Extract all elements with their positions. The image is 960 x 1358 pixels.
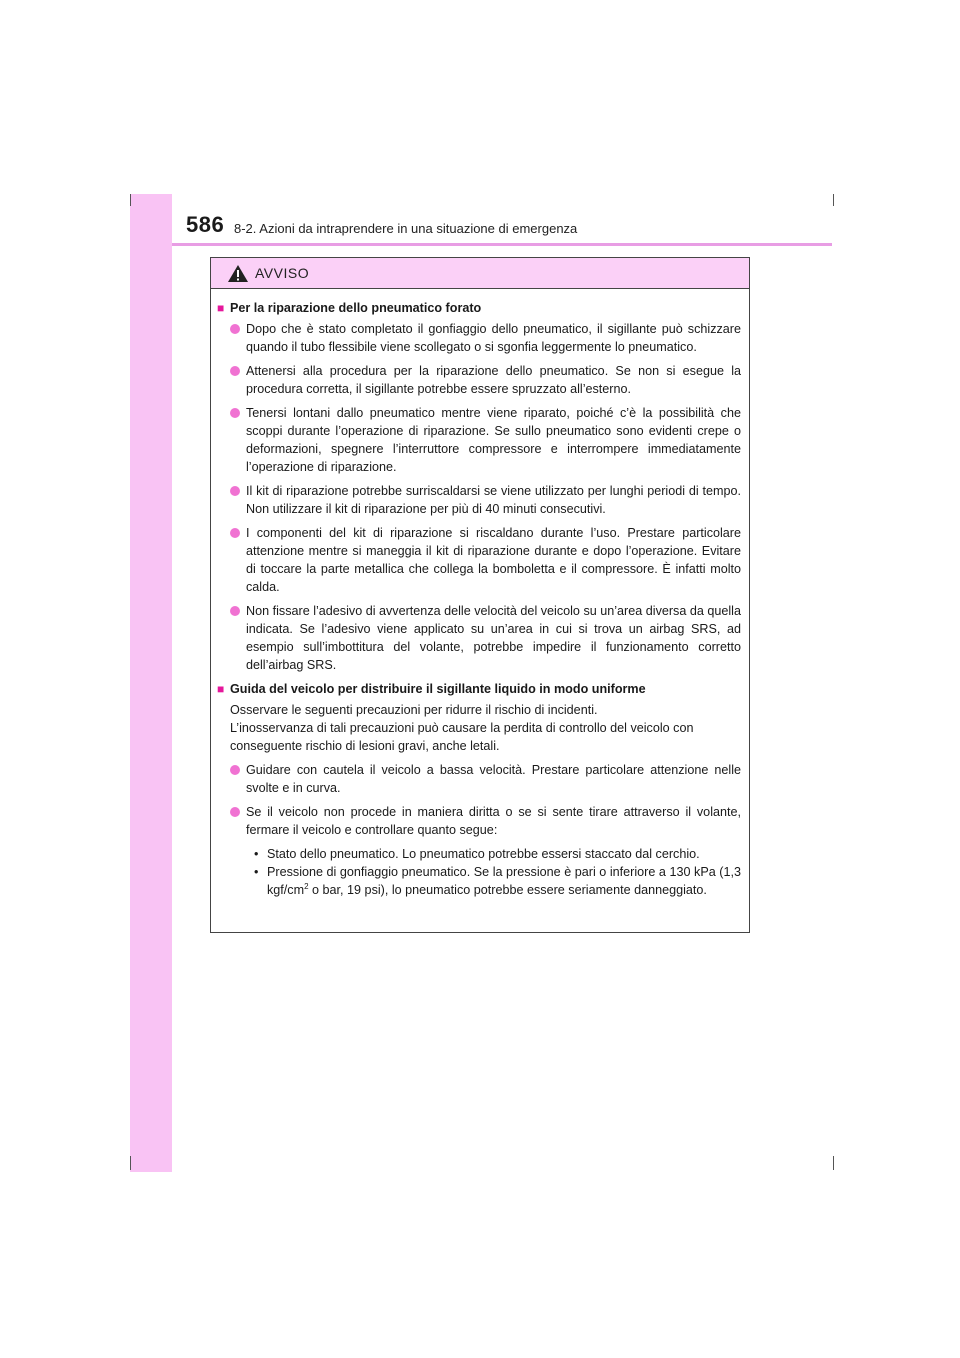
section-heading bbox=[217, 299, 741, 317]
crop-mark bbox=[833, 194, 834, 206]
list-item bbox=[230, 362, 741, 398]
list-item-text: Il kit di riparazione potrebbe surriscaldarsi se viene utilizzato per lunghi periodi di tempo. Non utilizzare il kit di riparazione per più di 40 minuti consecutivi. bbox=[246, 484, 741, 516]
sub-bullet-marker: • bbox=[254, 865, 259, 879]
list-item-text: Non fissare l’adesivo di avvertenza delle velocità del veicolo su un’area diversa da quella indicata. Se l’adesivo viene applicato su un’area in cui si trova un airbag SRS, ad esempio sull’imbottitura del volante, potrebbe impedire il funzionamento corretto dell’airbag SRS. bbox=[246, 604, 741, 672]
warning-triangle-icon bbox=[227, 264, 249, 283]
crop-mark bbox=[130, 1156, 131, 1170]
side-color-band bbox=[130, 194, 172, 1172]
sub-list-item-text: Stato dello pneumatico. Lo pneumatico potrebbe essersi staccato dal cerchio. bbox=[267, 847, 700, 861]
text-segment: Pressione di gonfiaggio pneumatico. Se la pressione è pari o inferiore a 130 kPa (1,3 kgf/cm bbox=[267, 865, 741, 897]
sub-bullet-marker: • bbox=[254, 847, 259, 861]
bullet-dot-icon bbox=[230, 765, 240, 775]
bullet-dot-icon bbox=[230, 606, 240, 616]
paragraph: Osservare le seguenti precauzioni per ridurre il rischio di incidenti. bbox=[230, 703, 598, 717]
section-heading bbox=[217, 680, 741, 698]
sub-list-item-text bbox=[267, 863, 741, 899]
bullet-dot-icon bbox=[230, 486, 240, 496]
paragraph: L’inosservanza di tali precauzioni può causare la perdita di controllo del veicolo con conseguente rischio di lesioni gravi, anche letali. bbox=[230, 721, 694, 753]
list-item bbox=[230, 803, 741, 839]
list-item bbox=[230, 761, 741, 797]
sub-list-item bbox=[254, 863, 741, 899]
list-item-text: I componenti del kit di riparazione si riscaldano durante l’uso. Prestare particolare attenzione mentre si maneggia il kit di riparazione durante e dopo l’operazione. Evitare di toccare la parte metallica che collega la bomboletta e il compressore. È infatti molto calda. bbox=[246, 526, 741, 594]
list-item bbox=[230, 404, 741, 476]
list-item bbox=[230, 524, 741, 596]
warning-title: AVVISO bbox=[255, 265, 310, 281]
warning-header bbox=[211, 258, 749, 289]
bullet-dot-icon bbox=[230, 807, 240, 817]
square-bullet-icon: ■ bbox=[217, 301, 225, 315]
sub-list-item bbox=[254, 845, 741, 863]
warning-box bbox=[210, 257, 750, 933]
superscript: 2 bbox=[304, 881, 309, 891]
section-title: 8-2. Azioni da intraprendere in una situazione di emergenza bbox=[234, 221, 578, 236]
bullet-dot-icon bbox=[230, 366, 240, 376]
list-item bbox=[230, 320, 741, 356]
bullet-dot-icon bbox=[230, 324, 240, 334]
bullet-dot-icon bbox=[230, 528, 240, 538]
list-item-text: Attenersi alla procedura per la riparazione dello pneumatico. Se non si esegue la procedura corretta, il sigillante potrebbe essere spruzzato all’esterno. bbox=[246, 364, 741, 396]
list-item bbox=[230, 602, 741, 674]
list-item-text: Guidare con cautela il veicolo a bassa velocità. Prestare particolare attenzione nelle svolte e in curva. bbox=[246, 763, 741, 795]
header-rule bbox=[172, 243, 832, 246]
list-item-text: Dopo che è stato completato il gonfiaggio dello pneumatico, il sigillante può schizzare quando il tubo flessibile viene scollegato o si sgonfia leggermente lo pneumatico. bbox=[246, 322, 741, 354]
text-segment: o bar, 19 psi), lo pneumatico potrebbe essere seriamente danneggiato. bbox=[308, 883, 707, 897]
bullet-dot-icon bbox=[230, 408, 240, 418]
list-item-text: Tenersi lontani dallo pneumatico mentre viene riparato, poiché c’è la possibilità che scoppi durante l’operazione di riparazione. Se sullo pneumatico sono evidenti crepe o deformazioni, spegnere l’interruttore compressore e interrompere immediatamente l’operazione di riparazione. bbox=[246, 406, 741, 474]
section-heading-text: Guida del veicolo per distribuire il sigillante liquido in modo uniforme bbox=[230, 682, 646, 696]
square-bullet-icon: ■ bbox=[217, 682, 225, 696]
warning-content bbox=[211, 289, 749, 899]
list-item-text: Se il veicolo non procede in maniera diritta o se si sente tirare attraverso il volante, fermare il veicolo e controllare quanto segue: bbox=[246, 805, 741, 837]
crop-mark bbox=[833, 1156, 834, 1170]
list-item bbox=[230, 482, 741, 518]
section-heading-text: Per la riparazione dello pneumatico forato bbox=[230, 301, 482, 315]
crop-mark bbox=[130, 194, 131, 206]
page-number: 586 bbox=[186, 212, 225, 237]
